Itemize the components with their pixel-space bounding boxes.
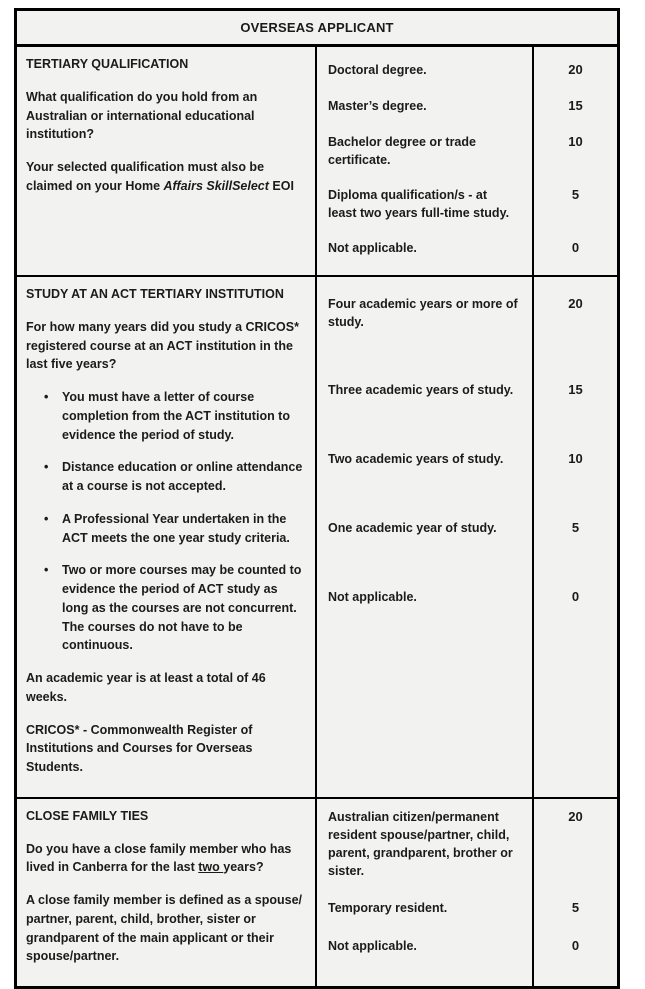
section-title: STUDY AT AN ACT TERTIARY INSTITUTION bbox=[26, 287, 284, 302]
paragraph bbox=[26, 840, 306, 878]
option-row bbox=[317, 588, 617, 607]
option-row bbox=[317, 97, 617, 116]
option-label: Bachelor degree or trade certificate. bbox=[328, 134, 476, 167]
sections bbox=[17, 47, 617, 986]
option-points: 15 bbox=[568, 382, 583, 398]
option-points: 0 bbox=[571, 240, 580, 256]
text-run: Affairs SkillSelect bbox=[163, 178, 269, 193]
bullet-item bbox=[44, 458, 306, 496]
option-label: Two academic years of study. bbox=[328, 452, 504, 467]
section-criteria-cell bbox=[17, 47, 317, 275]
option-label: Australian citizen/permanent resident spouse/partner, child, parent, grandparent, brother or sister. bbox=[328, 809, 513, 879]
paragraph bbox=[26, 669, 306, 707]
option-label: Three academic years of study. bbox=[328, 383, 514, 398]
text-run: A Professional Year undertaken in the ACT meets the one year study criteria. bbox=[62, 511, 290, 545]
option-label: Not applicable. bbox=[328, 241, 417, 256]
text-run: Distance education or online attendance at a course is not accepted. bbox=[62, 460, 303, 494]
text-run: EOI bbox=[268, 178, 294, 193]
option-points: 5 bbox=[571, 186, 580, 202]
option-row bbox=[317, 808, 617, 881]
option-row bbox=[317, 295, 617, 331]
section-criteria-cell bbox=[17, 277, 317, 797]
bullet-icon: • bbox=[44, 511, 49, 526]
option-row bbox=[317, 381, 617, 400]
option-row bbox=[317, 186, 617, 222]
text-run: A close family member is defined as a spouse/ partner, parent, child, brother, sister or grandparent of the main applicant or their spouse/partner. bbox=[26, 893, 303, 964]
table-header bbox=[17, 11, 617, 47]
option-points: 5 bbox=[571, 519, 580, 535]
text-run: An academic year is at least a total of 46 weeks. bbox=[26, 671, 266, 704]
paragraph bbox=[26, 891, 306, 966]
paragraph bbox=[26, 88, 306, 144]
paragraph bbox=[26, 721, 306, 777]
bullet-item bbox=[44, 388, 306, 444]
option-row bbox=[317, 133, 617, 169]
option-label: Diploma qualification/s - at least two years full-time study. bbox=[328, 187, 510, 221]
text-run: CRICOS* - Commonwealth Register of Institutions and Courses for Overseas Students. bbox=[26, 722, 253, 775]
bullet-text bbox=[62, 510, 306, 548]
table-title: OVERSEAS APPLICANT bbox=[240, 20, 394, 35]
option-label: One academic year of study. bbox=[328, 520, 497, 535]
text-run: Your selected qualification must also be claimed on your Home bbox=[26, 160, 265, 193]
paragraph bbox=[26, 158, 306, 196]
text-run: Two or more courses may be counted to evidence the period of ACT study as long as the courses are not concurrent. The courses do not have to be continuous. bbox=[62, 563, 302, 653]
option-row bbox=[317, 61, 617, 80]
section-title: TERTIARY QUALIFICATION bbox=[26, 57, 189, 71]
text-run: You must have a letter of course completion from the ACT institution to evidence the period of study. bbox=[62, 390, 290, 442]
text-run: two bbox=[198, 860, 224, 875]
option-points: 10 bbox=[568, 451, 583, 467]
text-run: Do you have a close family member who has lived in Canberra for the last bbox=[26, 841, 292, 875]
option-row bbox=[317, 450, 617, 469]
bullet-icon: • bbox=[44, 563, 49, 578]
bullet-item bbox=[44, 510, 306, 548]
section-close-family-ties bbox=[17, 797, 617, 986]
section-options-cell bbox=[317, 47, 617, 275]
option-label: Doctoral degree. bbox=[328, 63, 427, 77]
option-row bbox=[317, 899, 617, 918]
bullet-text bbox=[62, 458, 306, 496]
section-title: CLOSE FAMILY TIES bbox=[26, 808, 149, 823]
option-label: Not applicable. bbox=[328, 939, 417, 954]
section-study-at-an-act-tertiary-institution bbox=[17, 275, 617, 797]
paragraph bbox=[26, 318, 306, 374]
option-points: 5 bbox=[571, 900, 580, 916]
text-run: What qualification do you hold from an Australian or international educational institution? bbox=[26, 89, 258, 142]
bullet-text bbox=[62, 388, 306, 444]
bullet-item bbox=[44, 561, 306, 655]
bullet-icon: • bbox=[44, 390, 49, 405]
section-criteria-cell bbox=[17, 799, 317, 986]
bullet-icon: • bbox=[44, 460, 49, 475]
option-label: Temporary resident. bbox=[328, 901, 448, 916]
option-points: 0 bbox=[571, 938, 580, 954]
section-options-cell bbox=[317, 277, 617, 797]
points-table bbox=[14, 8, 620, 989]
option-points: 10 bbox=[568, 133, 583, 149]
option-label: Not applicable. bbox=[328, 589, 417, 604]
bullet-text bbox=[62, 561, 306, 655]
option-label: Master’s degree. bbox=[328, 98, 427, 113]
section-options-cell bbox=[317, 799, 617, 986]
option-points: 20 bbox=[568, 62, 583, 77]
option-points: 20 bbox=[568, 808, 583, 824]
option-row bbox=[317, 239, 617, 258]
option-row bbox=[317, 937, 617, 956]
option-label: Four academic years or more of study. bbox=[328, 297, 518, 330]
option-row bbox=[317, 519, 617, 538]
text-run: For how many years did you study a CRICOS* registered course at an ACT institution in the last five years? bbox=[26, 319, 299, 372]
option-points: 15 bbox=[568, 97, 583, 113]
section-tertiary-qualification bbox=[17, 47, 617, 275]
option-points: 0 bbox=[571, 588, 580, 604]
option-points: 20 bbox=[568, 296, 583, 312]
text-run: years? bbox=[223, 860, 264, 875]
